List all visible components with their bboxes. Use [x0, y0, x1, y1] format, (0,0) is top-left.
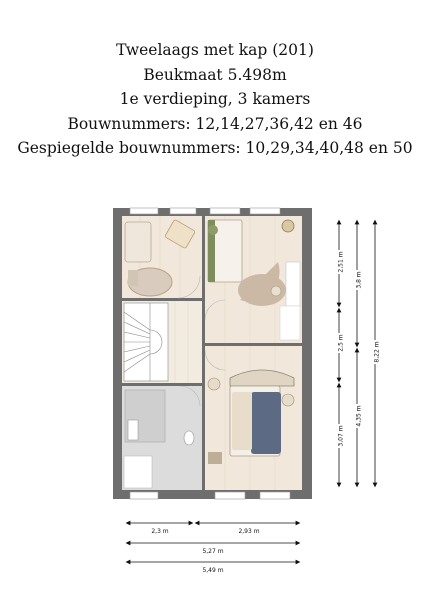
dim-v3-label: 3,07 m	[337, 425, 345, 447]
dim-v1-label: 2,51 m	[337, 251, 345, 273]
dim-v5-label: 4,35 m	[355, 405, 363, 427]
plan-floor: 1e verdieping, 3 kamers	[119, 90, 311, 108]
dim-v2-label: 2,5 m	[337, 334, 345, 352]
dim-h2-label: 2,93 m	[238, 528, 260, 535]
plan-mirrored-numbers: Gespiegelde bouwnummers: 10,29,34,40,48 en 50	[17, 139, 413, 157]
plan-title: Tweelaags met kap (201)	[116, 41, 314, 59]
dim-h1-label: 2,3 m	[151, 528, 169, 535]
dim-v4-label: 3,8 m	[355, 271, 363, 289]
dim-h4-label: 5,49 m	[202, 567, 224, 574]
dim-v6-label: 8,22 m	[373, 341, 381, 363]
plan-width: Beukmaat 5.498m	[143, 65, 287, 84]
plan-numbers: Bouwnummers: 12,14,27,36,42 en 46	[67, 114, 363, 133]
dim-h3-label: 5,27 m	[202, 548, 224, 555]
